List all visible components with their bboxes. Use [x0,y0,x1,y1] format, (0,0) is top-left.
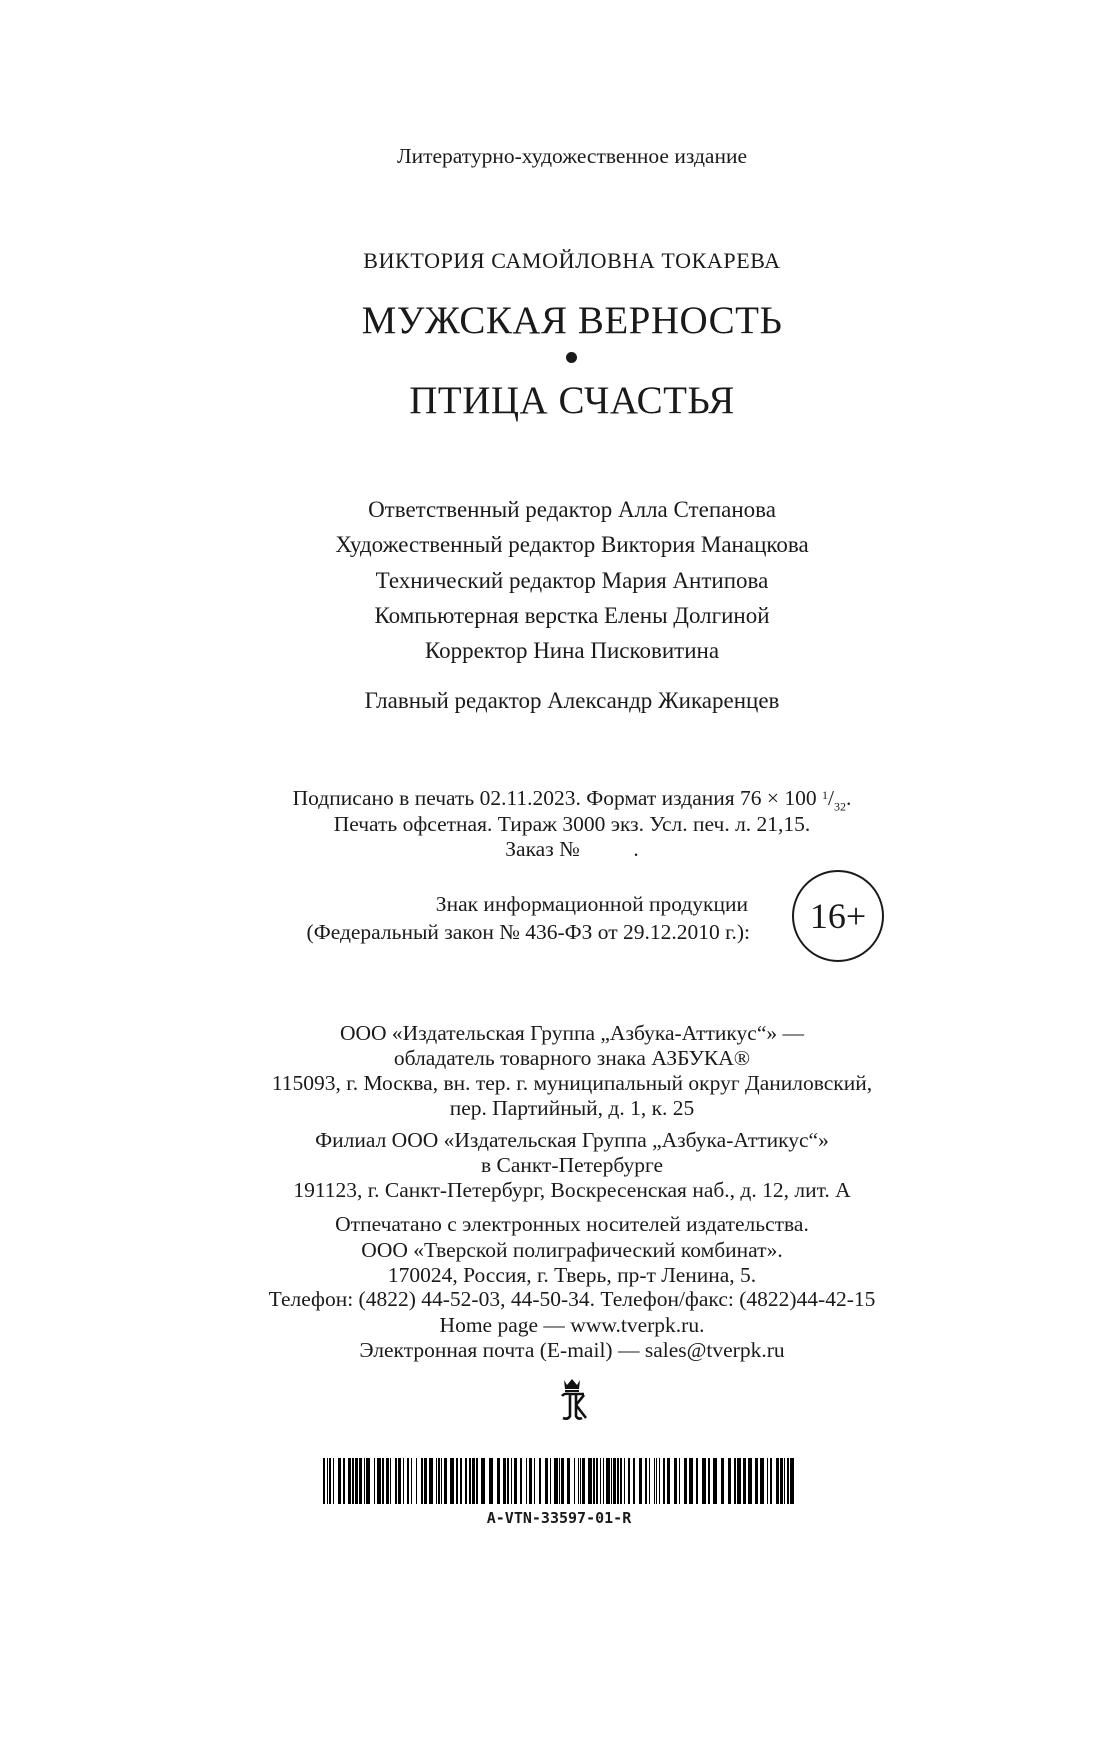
barcode-bar [790,1458,794,1504]
barcode-bar [456,1458,458,1504]
author-name: ВИКТОРИЯ САМОЙЛОВНА ТОКАРЕВА [363,248,781,273]
barcode-bar [645,1458,647,1504]
printer-line: Home page — www.tverpk.ru. [439,1313,705,1337]
barcode-bar [713,1458,717,1504]
printer-line: 170024, Россия, г. Тверь, пр-т Ленина, 5. [387,1263,757,1287]
barcode-bar [728,1458,731,1504]
barcode-bar [429,1458,433,1504]
barcode-bar [667,1458,670,1504]
barcode-bar [737,1458,741,1504]
barcode-bar [526,1458,527,1504]
print-info-line-2: Печать офсетная. Тираж 3000 экз. Усл. печ. л. 21,15. [333,812,811,836]
barcode-bar [748,1458,752,1504]
barcode-bar [689,1458,693,1504]
barcode-bar [364,1458,365,1504]
barcode-bar [561,1458,564,1504]
barcode-bar [444,1458,447,1504]
barcode-text: A-VTN-33597-01-R [486,1509,632,1527]
barcode-bar [784,1458,785,1504]
barcode-bar [395,1458,397,1504]
barcode-bar [503,1458,506,1504]
barcode-bar [514,1458,517,1504]
barcode-bar [624,1458,625,1504]
credit-line: Художественный редактор Виктория Манацкова [335,532,809,557]
barcode-bar [489,1458,493,1504]
barcode-bar [424,1458,427,1504]
age-mark-label: Знак информационной продукции [435,892,748,916]
barcode-bar [382,1458,384,1504]
barcode-bar [529,1458,532,1504]
barcode-bar [472,1458,475,1504]
barcode-bar [659,1458,660,1504]
barcode-bar [438,1458,440,1504]
publisher-line: обладатель товарного знака АЗБУКА® [393,1046,751,1070]
barcode-bar [588,1458,592,1504]
format-denominator: 32 [834,799,847,814]
printer-line: Телефон: (4822) 44-52-03, 44-50-34. Телефон/факс: (4822)44-42-15 [268,1287,876,1311]
printer-crown-monogram-logo [554,1378,590,1422]
barcode-bar [348,1458,351,1504]
barcode-bar [613,1458,616,1504]
barcode-bar [593,1458,595,1504]
printer-line: Электронная почта (E-mail) — sales@tverpk.ru [359,1338,785,1362]
barcode-bar [511,1458,512,1504]
barcode-bar [603,1458,604,1504]
barcode-bar [674,1458,677,1504]
barcode-bar [770,1458,772,1504]
barcode-bar [450,1458,454,1504]
barcode-bar [702,1458,706,1504]
barcode-bar [776,1458,779,1504]
barcode-bar [574,1458,575,1504]
barcode-bar [539,1458,541,1504]
printer-line: ООО «Тверской полиграфический комбинат». [361,1238,783,1262]
barcode-bar [390,1458,391,1504]
publisher-line: пер. Партийный, д. 1, к. 25 [449,1096,695,1120]
barcode-bar [596,1458,598,1504]
barcode-bar [355,1458,358,1504]
barcode-bar [366,1458,370,1504]
credit-line: Компьютерная верстка Елены Долгиной [374,603,770,628]
barcode-bar [476,1458,478,1504]
barcode-bar [760,1458,764,1504]
barcode-bar [545,1458,548,1504]
barcode-bar [663,1458,665,1504]
format-numerator: 1 [822,788,829,802]
barcode-bar [411,1458,412,1504]
barcode-bar [679,1458,680,1504]
barcode-bar [497,1458,500,1504]
barcode-bar [481,1458,485,1504]
barcode-bar [633,1458,635,1504]
order-number: Заказ № . [505,837,639,861]
barcode-bar [323,1458,325,1504]
barcode-bar [721,1458,724,1504]
barcode-bar [343,1458,345,1504]
barcode-bar [329,1458,331,1504]
barcode-bar [617,1458,619,1504]
barcode-bar [398,1458,401,1504]
barcode-bar [554,1458,558,1504]
barcode-bar [734,1458,736,1504]
barcode-bar [654,1458,655,1504]
barcode-bar [639,1458,642,1504]
barcode-bar [507,1458,509,1504]
chief-editor: Главный редактор Александр Жикаренцев [364,688,780,713]
credit-line: Корректор Нина Писковитина [424,638,720,663]
barcode-bar [628,1458,630,1504]
barcode-bar [787,1458,789,1504]
barcode-bar [407,1458,409,1504]
barcode-bar [559,1458,560,1504]
barcode-bar [534,1458,535,1504]
barcode-bar [327,1458,328,1504]
age-rating-badge: 16+ [792,870,884,962]
branch-line: в Санкт-Петербурге [480,1153,664,1177]
barcode-bar [743,1458,746,1504]
barcode-bar [767,1458,768,1504]
barcode-bar [582,1458,585,1504]
barcode-bar [755,1458,758,1504]
barcode-bar [520,1458,522,1504]
barcode-bar [416,1458,417,1504]
barcode-bar [421,1458,423,1504]
barcode-bar [578,1458,579,1504]
barcode-bar [436,1458,437,1504]
barcode-bar [656,1458,657,1504]
barcode-bar [780,1458,783,1504]
barcode-bar [377,1458,381,1504]
barcode-bar [441,1458,442,1504]
barcode-bar [550,1458,551,1504]
barcode-bar [708,1458,710,1504]
barcode-bar [374,1458,375,1504]
barcode [323,1458,795,1504]
print-signed-text: Подписано в печать 02.11.2023. Формат издания 76 × 100 [292,786,817,810]
barcode-bar [333,1458,334,1504]
barcode-bar [606,1458,610,1504]
book-title-2: ПТИЦА СЧАСТЬЯ [409,379,735,422]
edition-type: Литературно-художественное издание [396,144,747,168]
credit-line: Технический редактор Мария Антипова [375,568,769,593]
publisher-line: 115093, г. Москва, вн. тер. г. муниципальный округ Даниловский, [271,1071,873,1095]
print-info-line-1: Подписано в печать 02.11.2023. Формат издания 76 × 100 $^1/_{32}$. [292,786,852,814]
barcode-bar [465,1458,467,1504]
barcode-bar [469,1458,471,1504]
branch-line: Филиал ООО «Издательская Группа „Азбука-Аттикус“» [315,1128,829,1152]
barcode-bar [684,1458,687,1504]
barcode-bar [359,1458,362,1504]
branch-line: 191123, г. Санкт-Петербург, Воскресенская наб., д. 12, лит. А [293,1178,851,1202]
credit-line: Ответственный редактор Алла Степанова [368,497,776,522]
barcode-bar [649,1458,650,1504]
barcode-bar [696,1458,698,1504]
printer-line: Отпечатано с электронных носителей издательства. [335,1212,809,1236]
book-title-1: МУЖСКАЯ ВЕРНОСТЬ [361,299,783,342]
barcode-bar [403,1458,404,1504]
barcode-bar [386,1458,389,1504]
barcode-bar [567,1458,570,1504]
barcode-bar [352,1458,354,1504]
publisher-line: ООО «Издательская Группа „Азбука-Аттикус“» — [339,1021,805,1045]
age-mark-law: (Федеральный закон № 436-ФЗ от 29.12.2010 г.): [306,920,750,944]
barcode-bar [580,1458,581,1504]
barcode-bar [611,1458,612,1504]
title-separator-bullet [566,352,577,363]
barcode-bar [620,1458,622,1504]
barcode-bar [460,1458,462,1504]
barcode-bar [338,1458,341,1504]
barcode-bar [600,1458,601,1504]
